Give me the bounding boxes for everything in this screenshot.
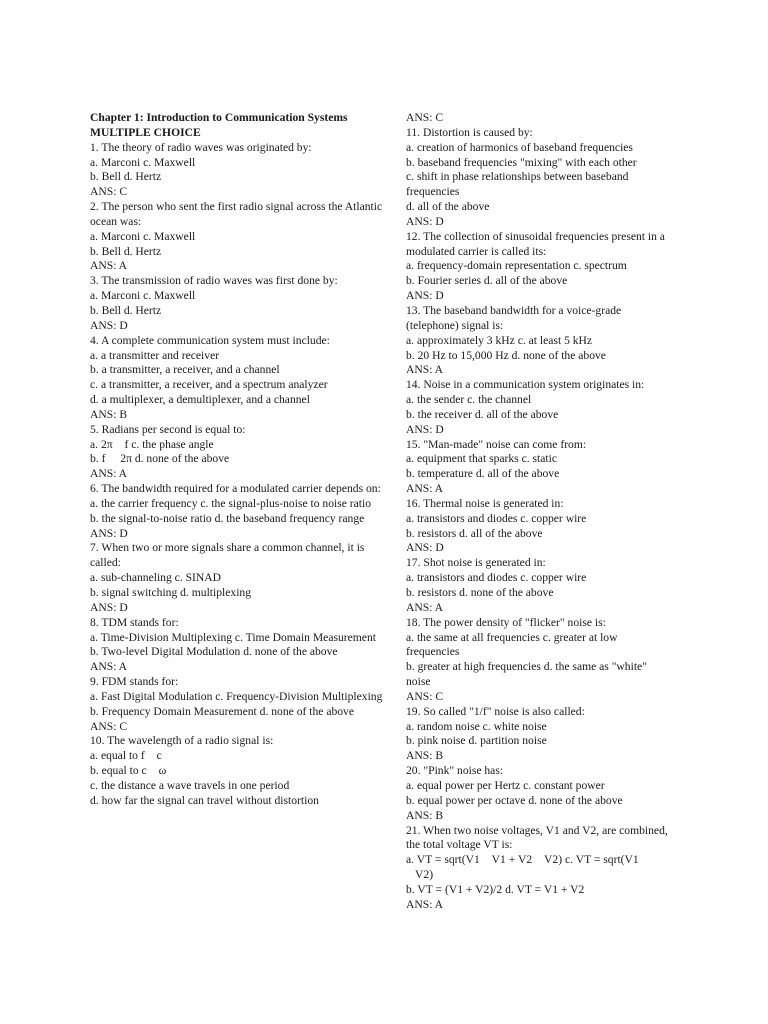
answer-line: ANS: D xyxy=(90,318,128,332)
option-line: a. 2π f c. the phase angle xyxy=(90,437,205,451)
option-line: d. how far the signal can travel without distortion xyxy=(90,793,319,807)
option-line: c. the distance a wave travels in one period xyxy=(90,778,290,792)
answer-line: ANS: B xyxy=(406,808,444,822)
option-line: b. Two-level Digital Modulation d. none of the above xyxy=(90,645,338,659)
question-line: 19. So called "1/f" noise is also called: xyxy=(406,704,585,718)
option-line: b. greater at high frequencies d. the same as "white" noise xyxy=(406,660,647,689)
question-line: 14. Noise in a communication system originates in: xyxy=(406,378,645,392)
option-line: a. equal to f c xyxy=(90,749,153,763)
answer-line: ANS: D xyxy=(90,600,128,614)
right-column xyxy=(406,111,668,913)
answer-line: ANS: D xyxy=(406,214,444,228)
answer-line: ANS: C xyxy=(90,719,128,733)
option-line: a. Fast Digital Modulation c. Frequency-Division Multiplexing xyxy=(90,689,383,703)
question-line: 21. When two noise voltages, V1 and V2, are combined, the total voltage VT is: xyxy=(406,823,668,852)
option-line: a. creation of harmonics of baseband frequencies xyxy=(406,140,633,154)
option-line: a. transistors and diodes c. copper wire xyxy=(406,571,587,585)
option-line: b. the receiver d. all of the above xyxy=(406,407,559,421)
question-line: 4. A complete communication system must include: xyxy=(90,333,330,347)
option-line: b. signal switching d. multiplexing xyxy=(90,586,252,599)
option-line: a. a transmitter and receiver xyxy=(90,348,220,362)
answer-line: ANS: D xyxy=(406,541,444,555)
option-line: a. the sender c. the channel xyxy=(406,393,532,407)
option-line: b. resistors d. all of the above xyxy=(406,526,543,540)
question-line: 10. The wavelength of a radio signal is: xyxy=(90,734,274,748)
option-line: b. a transmitter, a receiver, and a channel xyxy=(90,363,280,377)
question-line: 15. "Man-made" noise can come from: xyxy=(406,437,587,451)
answer-line: ANS: B xyxy=(406,749,444,763)
option-line: b. pink noise d. partition noise xyxy=(406,734,547,748)
question-line: 12. The collection of sinusoidal frequencies present in a modulated carrier is called its: xyxy=(406,229,665,258)
answer-line: ANS: A xyxy=(406,882,444,896)
option-line: a. the same at all frequencies c. greater at low frequencies xyxy=(406,630,618,659)
option-line: b. baseband frequencies "mixing" with each other xyxy=(406,155,637,169)
option-line: a. the carrier frequency c. the signal-plus-noise to noise ratio xyxy=(90,496,372,510)
option-line: a. random noise c. white noise xyxy=(406,719,547,733)
question-line: 16. Thermal noise is generated in: xyxy=(406,496,564,510)
option-line: b. VT = (V1 + V2)/2 d. VT = V1 + V2 xyxy=(406,868,585,882)
option-line: b. temperature d. all of the above xyxy=(406,467,560,481)
section-heading: MULTIPLE CHOICE xyxy=(90,125,201,139)
question-line: 3. The transmission of radio waves was first done by: xyxy=(90,274,338,288)
answer-line: ANS: C xyxy=(406,689,444,703)
option-line: b. Fourier series d. all of the above xyxy=(406,274,568,288)
option-line: b. 20 Hz to 15,000 Hz d. none of the above xyxy=(406,348,606,362)
question-line: 1. The theory of radio waves was originated by: xyxy=(90,140,312,154)
answer-line: ANS: D xyxy=(406,289,444,303)
option-line: a. equipment that sparks c. static xyxy=(406,452,557,466)
question-line: 13. The baseband bandwidth for a voice-grade (telephone) signal is: xyxy=(406,303,622,332)
option-line: a. Marconi c. Maxwell xyxy=(90,155,196,169)
option-line: b. f 2π d. none of the above xyxy=(90,452,218,466)
option-line: d. a multiplexer, a demultiplexer, and a channel xyxy=(90,393,310,407)
option-line: a. transistors and diodes c. copper wire xyxy=(406,511,587,525)
option-line: a. Marconi c. Maxwell xyxy=(90,289,196,303)
answer-line: ANS: C xyxy=(90,185,128,199)
option-line: a. sub-channeling c. SINAD xyxy=(90,571,222,585)
option-line: a. Marconi c. Maxwell xyxy=(90,229,196,243)
option-line: b. resistors d. none of the above xyxy=(406,586,554,599)
chapter-title: Chapter 1: Introduction to Communication Systems xyxy=(90,111,348,124)
answer-line: ANS: C xyxy=(406,111,444,124)
option-line: a. equal power per Hertz c. constant power xyxy=(406,778,605,792)
question-line: 20. "Pink" noise has: xyxy=(406,764,504,778)
option-line: b. equal power per octave d. none of the above xyxy=(406,793,623,807)
option-line: d. all of the above xyxy=(406,200,490,214)
question-line: 11. Distortion is caused by: xyxy=(406,125,533,139)
answer-line: ANS: A xyxy=(90,467,128,481)
answer-line: ANS: A xyxy=(90,259,128,273)
option-line: b. Frequency Domain Measurement d. none of the above xyxy=(90,704,355,718)
question-line: 7. When two or more signals share a common channel, it is called: xyxy=(90,541,365,570)
answer-line: ANS: A xyxy=(406,600,444,614)
option-line: c. a transmitter, a receiver, and a spectrum analyzer xyxy=(90,378,328,392)
option-line: b. Bell d. Hertz xyxy=(90,303,162,317)
question-line: 5. Radians per second is equal to: xyxy=(90,422,246,436)
answer-line: ANS: A xyxy=(406,482,444,496)
question-line: 6. The bandwidth required for a modulated carrier depends on: xyxy=(90,482,381,496)
option-line: b. the signal-to-noise ratio d. the baseband frequency range xyxy=(90,511,365,525)
answer-line: ANS: A xyxy=(406,363,444,377)
question-line: 9. FDM stands for: xyxy=(90,675,179,689)
question-line: 2. The person who sent the first radio signal across the Atlantic ocean was: xyxy=(90,200,383,228)
option-line: b. equal to c ω xyxy=(90,764,158,778)
option-line: a. VT = sqrt(V1 V1 + V2 V2) c. VT = sqrt(V1 V2) xyxy=(406,853,641,867)
question-line: 18. The power density of "flicker" noise is: xyxy=(406,615,606,629)
option-line: b. Bell d. Hertz xyxy=(90,170,162,184)
question-line: 17. Shot noise is generated in: xyxy=(406,556,546,570)
answer-line: ANS: D xyxy=(90,526,128,540)
left-column xyxy=(90,111,390,809)
option-line: a. approximately 3 kHz c. at least 5 kHz xyxy=(406,333,593,347)
option-line: a. Time-Division Multiplexing c. Time Domain Measurement xyxy=(90,630,376,644)
answer-line: ANS: B xyxy=(90,407,128,421)
question-line: 8. TDM stands for: xyxy=(90,615,179,629)
answer-line: ANS: A xyxy=(90,660,128,674)
option-line: c. shift in phase relationships between baseband frequencies xyxy=(406,170,629,199)
option-line: a. frequency-domain representation c. spectrum xyxy=(406,259,627,273)
option-line: b. Bell d. Hertz xyxy=(90,244,162,258)
answer-line: ANS: D xyxy=(406,422,444,436)
